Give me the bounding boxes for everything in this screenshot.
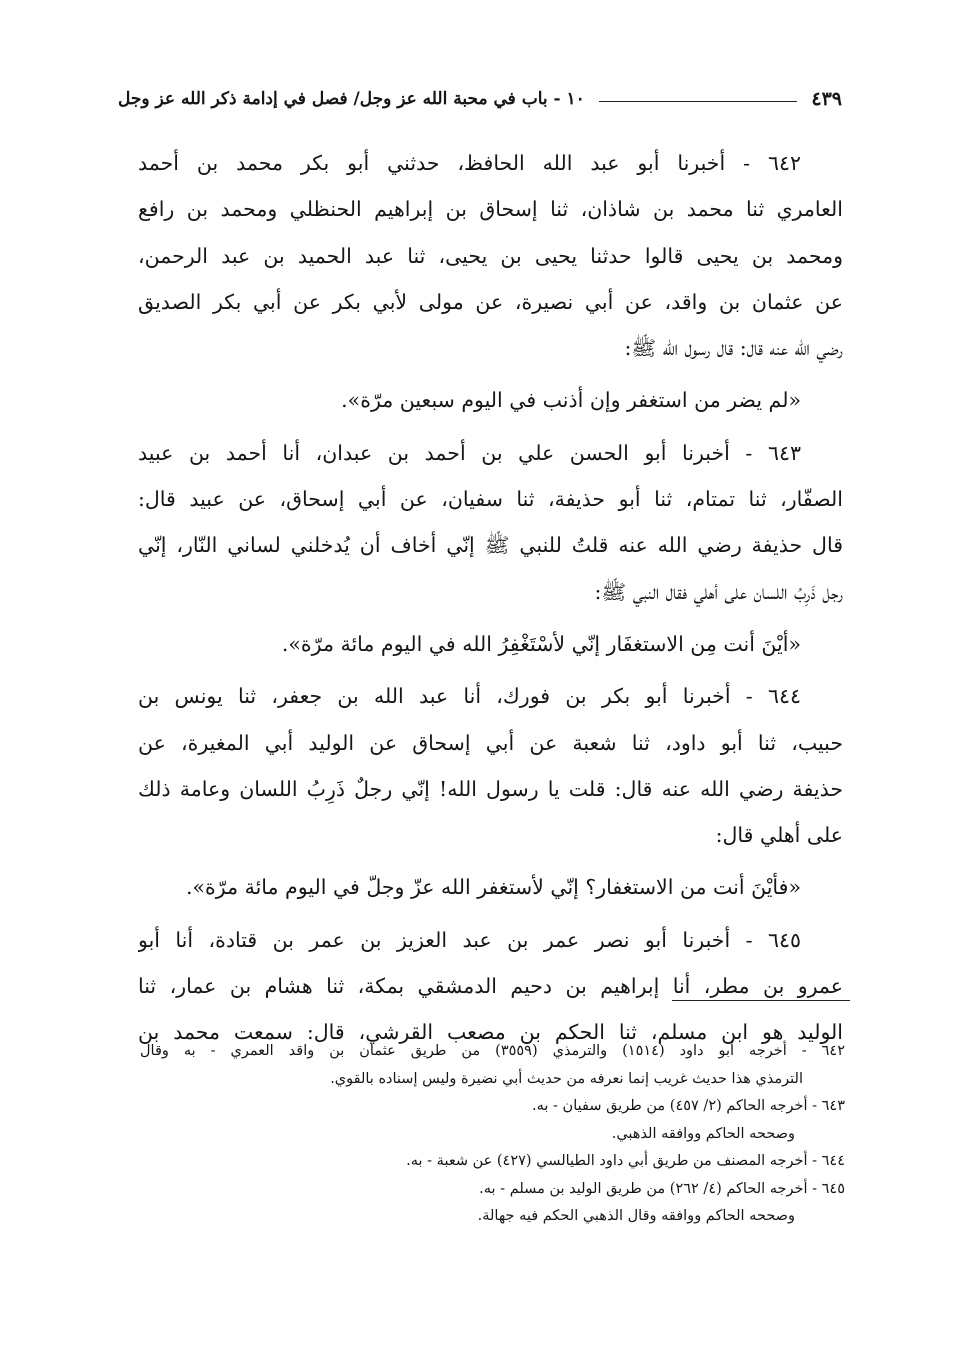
- hadith-644-quote: «فأيْنَ أنت من الاستغفار؟ إنّي لأستغفر الله عزّ وجلّ في اليوم مائة مرّة».: [185, 875, 801, 900]
- footnote-645: ٦٤٥ - أخرجه الحاكم (٤/ ٢٦٢) من طريق الوليد بن مسلم - به.: [479, 1180, 845, 1197]
- hadith-645-line-3: الوليد هو ابن مسلم، ثنا الحكم بن مصعب القرشي، قال: سمعت محمد بن: [138, 1020, 843, 1045]
- main-text: [138, 140, 843, 1056]
- hadith-644-line-2: حبيب، ثنا أبو داود، ثنا شعبة عن أبي إسحاق عن الوليد أبي المغيرة، عن: [138, 730, 843, 755]
- hadith-644-line-1: ٦٤٤ - أخبرنا أبو بكر بن فورك، أنا عبد الله بن جعفر، ثنا يونس بن: [138, 684, 801, 709]
- hadith-642-line-2: العامري ثنا محمد بن شاذان، ثنا إسحاق بن إبراهيم الحنظلي ومحمد بن رافع: [138, 197, 843, 222]
- header-rule: [599, 101, 798, 102]
- footnote-separator: [672, 1000, 850, 1001]
- hadith-645-line-1: ٦٤٥ - أخبرنا أبو نصر عمر بن عبد العزيز بن عمر بن قتادة، أنا أبو: [138, 927, 801, 952]
- footnote-645-note: وصححه الحاكم ووافقه وقال الذهبي الحكم فيه جهالة.: [477, 1208, 795, 1224]
- footnote-642-line-2: الترمذي هذا حديث غريب إنما نعرفه من حديث أبي نضيرة وليس إسناده بالقوي.: [330, 1070, 803, 1087]
- hadith-642-line-4: عن عثمان بن واقد، عن أبي نصيرة، عن مولى لأبي بكر عن أبي بكر الصديق: [138, 289, 843, 314]
- running-header: [118, 84, 842, 114]
- hadith-643-quote: «أيْنَ أنت مِن الاستغفَار إنّي لأسْتَغْفِرُ الله في اليوم مائة مرّة».: [281, 631, 801, 656]
- hadith-642-line-5: رضي الله عنه قال: قال رسول الله ﷺ:: [624, 336, 843, 361]
- footnote-643-note: وصححه الحاكم ووافقه الذهبي.: [611, 1125, 795, 1142]
- hadith-643-line-1: ٦٤٣ - أخبرنا أبو الحسن علي بن أحمد بن عبدان، أنا أحمد بن عبيد: [138, 440, 801, 465]
- footnote-643: ٦٤٣ - أخرجه الحاكم (٢/ ٤٥٧) من طريق سفيان - به.: [532, 1098, 845, 1114]
- hadith-644-line-4: على أهلي قال:: [715, 823, 843, 848]
- chapter-title: ١٠ - باب في محبة الله عز وجل/ فصل في إدامة ذكر الله عز وجل: [118, 89, 585, 109]
- hadith-645-line-2: عمرو بن مطر، أنا إبراهيم بن دحيم الدمشقي بمكة، ثنا هشام بن عمار، ثنا: [138, 974, 843, 999]
- footnote-642-line-1: ٦٤٢ - أخرجه أبو داود (١٥١٤) والترمذي (٣٥٥٩) من طريق عثمان بن واقد العمري - به وقال: [140, 1043, 845, 1059]
- footnote-644: ٦٤٤ - أخرجه المصنف من طريق أبي داود الطيالسي (٤٢٧) عن شعبة - به.: [406, 1153, 845, 1169]
- hadith-642-line-1: ٦٤٢ - أخبرنا أبو عبد الله الحافظ، حدثني أبو بكر محمد بن أحمد: [138, 151, 801, 175]
- hadith-642-quote: «لم يضر من استغفر وإن أذنب في اليوم سبعين مرّة».: [341, 388, 801, 413]
- hadith-642-line-3: ومحمد بن يحيى قالوا حدثنا يحيى بن يحيى، ثنا عبد الحميد بن عبد الرحمن،: [138, 243, 843, 268]
- page-number: ٤٣٩: [811, 88, 842, 110]
- hadith-643-line-2: الصفّار، ثنا تمتام، ثنا أبو حذيفة، ثنا سفيان، عن أبي إسحاق، عن عبيد قال:: [138, 487, 843, 512]
- hadith-643-line-3: قال حذيفة رضي الله عنه قلتُ للنبي ﷺ إنّي أخاف أن يُدخلني لساني النّار، إنّي: [138, 533, 843, 558]
- hadith-644-line-3: حذيفة رضي الله عنه قال: قلت يا رسول الله! إنّي رجلٌ ذَرِبُ اللسان وعامة ذلك: [138, 776, 843, 801]
- hadith-643-line-4: رجل ذَرِبُ اللسان على أهلي فقال النبي ﷺ:: [594, 579, 843, 604]
- footnotes: [140, 1038, 845, 1231]
